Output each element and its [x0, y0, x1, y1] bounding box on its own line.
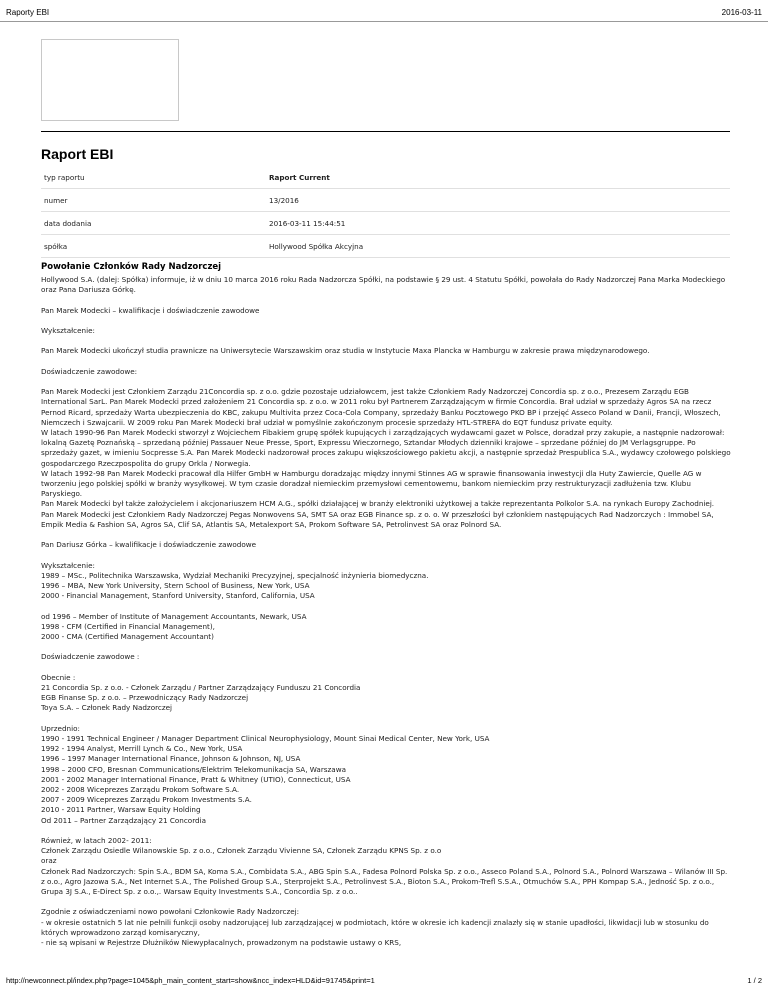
company-logo-placeholder — [41, 39, 179, 121]
paragraph: Również, w latach 2002- 2011: Członek Zarządu Osiedle Wilanowskie Sp. z o.o., Członek Zarządu Vivienne SA, Członek Zarządu KPNS Sp. z o.o oraz Członek Rad Nadzorczych: Spin S.A., BDM SA, Koma S.A., Combidata S.A., ABG Spin S.A., Fadesa Polnord Polska Sp. z o.o., Asseco Poland S.A., Polnord S.A., Polnord Warszawa – Wilanów III Sp. z o.o., Agro Jazowa S.A., Net Internet S.A., The Polished Group S.A., Sterprojekt S.A., Petrolinvest S.A., Bioton S.A., Prokom-Trefl S.S.A., Otmuchów S.A., PPH Kompap S.A., Jedność Sp. z o.o., Grupa 3J S.A., E-Direct Sp. z o.o.,. Warsaw Equity Investments S.A., Concordia Sp. z o.o.. — [41, 835, 728, 896]
paragraph: od 1996 – Member of Institute of Management Accountants, Newark, USA 1998 - CFM (Certified in Financial Management), 2000 - CMA (Certified Management Accountant) — [41, 611, 307, 641]
paragraph: Wykształcenie: — [41, 325, 95, 335]
meta-key: data dodania — [41, 212, 266, 235]
footer-url: http://newconnect.pl/index.php?page=1045&ph_main_content_start=show&ncc_index=HLD&id=91745&print=1 — [6, 976, 375, 985]
paragraph: Doświadczenie zawodowe: — [41, 366, 138, 376]
paragraph: Doświadczenie zawodowe : — [41, 652, 140, 662]
header-title: Raporty EBI — [6, 8, 50, 17]
print-footer — [6, 976, 762, 985]
paragraph: Wykształcenie: 1989 – MSc., Politechnika Warszawska, Wydział Mechaniki Precyzyjnej, specjalność inżynieria biomedyczna. 1996 – MBA, New York University, Stern School of Business, New York, USA 2000 - Financial Management, Stanford University, Stanford, California, USA — [41, 560, 429, 601]
header-date: 2016-03-11 — [721, 8, 762, 17]
table-row — [41, 189, 730, 212]
paragraph: Pan Marek Modecki – kwalifikacje i doświadczenie zawodowe — [41, 305, 260, 315]
header-divider — [0, 21, 768, 22]
print-header — [6, 8, 762, 17]
meta-value: Hollywood Spółka Akcyjna — [266, 235, 730, 258]
meta-key: spółka — [41, 235, 266, 258]
meta-key: typ raportu — [41, 166, 266, 189]
report-meta-table — [41, 166, 730, 258]
paragraph: Hollywood S.A. (dalej: Spółka) informuje, iż w dniu 10 marca 2016 roku Rada Nadzorcza Spółki, na podstawie § 29 ust. 4 Statutu Spółki, powołała do Rady Nadzorczej Pana Marka Modeckiego oraz Pana Dariusza Górkę. — [41, 275, 726, 295]
paragraph: Zgodnie z oświadczeniami nowo powołani Członkowie Rady Nadzorczej: - w okresie ostatnich 5 lat nie pełnili funkcji osoby nadzorującej lub zarządzającej w podmiotach, które w okresie ich kadencji znalazły się w stanie upadłości, likwidacji lub w stosunku do których wprowadzono zarząd komisaryczny, - nie są wpisani w Rejestrze Dłużników Niewypłacalnych, prowadzonym na podstawie ustawy o KRS, — [41, 907, 709, 947]
paragraph: Obecnie : 21 Concordia Sp. z o.o. - Członek Zarządu / Partner Zarządzający Funduszu 21 Concordia EGB Finanse Sp. z o.o. – Przewodniczący Rady Nadzorczej Toya S.A. – Członek Rady Nadzorczej — [41, 672, 361, 713]
meta-value: 13/2016 — [266, 189, 730, 212]
page-number: 1 / 2 — [747, 976, 762, 985]
report-body — [41, 275, 731, 958]
paragraph: Pan Marek Modecki ukończył studia prawnicze na Uniwersytecie Warszawskim oraz studia w Instytucie Maxa Plancka w Hamburgu w zakresie prawa międzynarodowego. — [41, 346, 650, 356]
paragraph: Pan Dariusz Górka – kwalifikacje i doświadczenie zawodowe — [41, 540, 257, 550]
meta-value: Raport Current — [266, 166, 730, 189]
paragraph: Pan Marek Modecki jest Członkiem Zarządu 21Concordia sp. z o.o. gdzie pozostaje udziałowcem, jest także Członkiem Rady Nadzorczej Concordia sp. z o.o., Prezesem Zarządu EGB International SarL. Pan Marek Modecki przed założeniem 21 Concordia sp. z o.o. w 2011 roku był Partnerem Zarządzającym w firmie Concordia. Brał udział w sprzedaży Agros SA na rzecz Pernod Ricard, sprzedaży Warta ubezpieczenia do KBC, zakupu Multivita przez Coca-Cola Company, sprzedaży Banku Pocztowego PKO BP i przejęć Asseco Poland w Danii, Francji, Włoszech, Niemczech i Szwajcarii. W 2009 roku Pan Marek Modecki brał udział w pomyślnie zakończonym procesie sprzedaży HTL-STREFA do EQT fundusz private equity. W latach 1990-96 Pan Marek Modecki stworzył z Wojciechem Fibakiem grupę spółek kupujących i zarządzających wydawcami gazet w Polsce, doradzał przy zakupie, a następnie nadzorował: lokalną Gazetę Poznańską – sprzedaną później Passauer Neue Presse, Sport, Expressu Wieczornego, Sztandar Młodych dzienniki krajowe – sprzedane później do JM Verlagsgruppe. Po sprzedaży gazet, w imieniu Socpresse S.A. Pan Marek Modecki nadzorował proces zakupu większościowego pakietu akcji, a następnie sprzedaż Prespublica S.A., wydawcy czołowego polskiego gospodarczego Rzeczpospolita do grupy Orkla / Norwegia. W latach 1992-98 Pan Marek Modecki pracował dla Hilfer GmbH w Hamburgu doradzając między innymi Stinnes AG w sprawie finansowania inwestycji dla Huty Zawiercie, Quelle AG w tworzeniu jego polskiej spółki w branży wysyłkowej. W tym czasie doradzał niemieckim przemysłowi cementowemu, bankom niemieckim przy restrukturyzacji zadłużenia tzw. Klubu Paryskiego. Pan Marek Modecki był także założycielem i akcjonariuszem HCM A.G., spółki działającej w branży elektroniki użytkowej a także reprezentanta Polkolor S.A. na rynkach Europy Zachodniej. Pan Marek Modecki jest Członkiem Rady Nadzorczej Pegas Nonwovens SA, SMT SA oraz EGB Finance sp. z o. o. W przeszłości był członkiem następujących Rad Nadzorczych : Immobel SA, Empik Media & Fashion SA, Agros SA, Clif SA, Atlantis SA, Metalexport SA, Prokom Software SA, Petrolinvest SA oraz Polnord SA. — [41, 387, 731, 529]
section-title: Powołanie Członków Rady Nadzorczej — [41, 262, 222, 272]
page-title: Raport EBI — [41, 146, 114, 162]
meta-key: numer — [41, 189, 266, 212]
table-row — [41, 235, 730, 258]
table-row — [41, 212, 730, 235]
meta-value: 2016-03-11 15:44:51 — [266, 212, 730, 235]
title-rule — [41, 131, 730, 132]
table-row — [41, 166, 730, 189]
paragraph: Uprzednio: 1990 - 1991 Technical Engineer / Manager Department Clinical Neurophysiology, Mount Sinai Medical Center, New York, USA 1992 - 1994 Analyst, Merrill Lynch & Co., New York, USA 1996 – 1997 Manager International Finance, Johnson & Johnson, NJ, USA 1998 – 2000 CFO, Bresnan Communications/Elektrim Telekomunikacja SA, Warszawa 2001 - 2002 Manager International Finance, Pratt & Whitney (UTIO), Connecticut, USA 2002 - 2008 Wiceprezes Zarządu Prokom Software S.A. 2007 - 2009 Wiceprezes Zarządu Prokom Investments S.A. 2010 - 2011 Partner, Warsaw Equity Holding Od 2011 – Partner Zarządzający 21 Concordia — [41, 723, 490, 825]
